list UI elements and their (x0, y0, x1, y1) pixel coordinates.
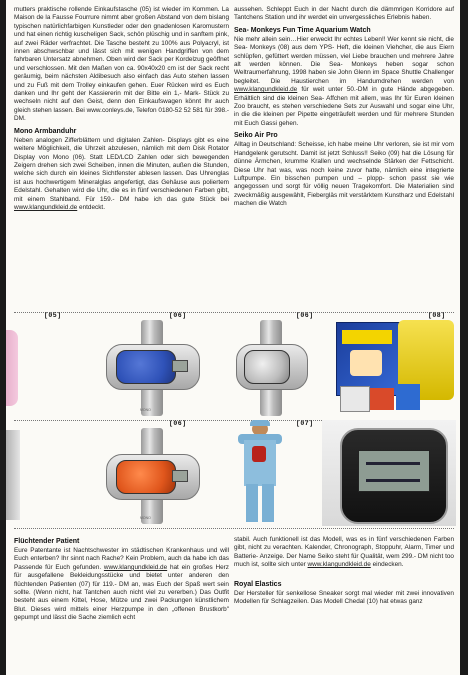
article-seiko-cont (234, 536, 454, 606)
divider-bottom (14, 528, 454, 529)
royal-heading: Royal Elastics (234, 580, 282, 588)
article-patient (14, 534, 229, 623)
trolley-paragraph: mutters praktische rollende Einkaufstasche (05) ist wieder im Kommen. La Maison de la Fausse Fourrure nimmt aber großen Abstand von dem bislang typischen natürlichfarbigen Kunstleder oder den gnadenlosen Karomustern und hat einen richtig kuscheligen Sack, schön plüschig und in sanftem pink, auf zwei Räder verfrachtet. Die Tasche besteht zu 100% aus Polyacryl, ist innen abschwschbar und lässt sich mit wenigen Handgriffen von dem fahrbaren Untersatz abnehmen. Oben wird der Sack per Kordelzug geöffnet und verschlossen. Mit den Maßen von ca. 90x40x20 cm ist der Sack recht geräumig, beim nächsten Aldibesuch also einfach das Auto stehen lassen und zu Fuß mit dem Trolley einkaufen gehen. Euer Rücken wird es Euch danken und Ihr geht der Kassiererin mit der Bitte ein 1,- Mark- Stück zu wechseln nicht auf den Geist, denn den Einkaufswagen könnt Ihr auch gleich stehen lassen. Bei www.conleys.de, Telefon 0180-52 52 581 für 398.- DM. (14, 6, 229, 123)
tag-05: [05] (44, 312, 62, 319)
seiko-heading: Seiko Air Pro (234, 132, 278, 140)
seamonkeys-body: Nie mehr allein sein…Hier erweckt Ihr echtes Leben!! Wer kennt sie nicht, die Sea- Monkeys (08) aus dem YPS- Heft, die kleinen Viehcher, die aus Eiern schlüpfen, gefüttert werden müssen, viel Liebe brauchen und mehrere Jahre alt werden können. Die Sea- Monkeys heben sogar schon Weltraumerfahrung, 1998 haben sie John Glenn im Space Shuttle Challenger begleitet. Die Haustierchen im Handumdrehen werden von www.klangundkleid.de für weit unter 50.-DM in gute Hände abgegeben. Erhältlich sind die kleinen Sea- Affchen mit allem, was Ihr für Euren kleinen Zoo braucht, es stehen verschiedene Sets zur Auswahl und sogar eine Uhr, in die die kleinen per Pipette eingeträufelt werden und für mehrere Stunden mit Euch Gassi gehen. (234, 35, 455, 127)
mono-watch-partial-image (6, 430, 20, 520)
seiko-link[interactable]: www.klangundkleid.de (307, 561, 371, 569)
seiko-body: Alltag in Deutschland: Scheisse, ich habe meine Uhr verloren, sie ist mir vom Handgelenk gerutscht. Damit ist jetzt Schluss!! Seiko (09) hat die Lösung für dünne Ärmchen, krumme Krallen und wechselnde Stärken der Fettschicht. Diese Uhr hat was, was noch keine zuvor hatte, nämlich eine integrierte Luftpumpe. Ein bisschen pumpen und – plopp- schon passt sie wie angegossen und sorgt für völlig neuen Tragekomfort. Die Materialien sind zweckmäßig ausgewählt, Fiebergläs mit verstärktem Kunstharz und Edelstahl machen die Watch (234, 141, 454, 208)
seamonkeys-lead: aussehen. Schleppt Euch in der Nacht durch die dämmrigen Korridore auf Tantchens Station und ihr werdet ein unvergessliches Erlebnis haben. (234, 6, 454, 22)
patient-body: Eure Patentante ist Nachtschwester im städtischen Krankenhaus und will Euch enterben? Ihr sinnt nach Rache? Kein Problem, auch da habe ich das Passende für Euch gefunden. www.klangundkleid.de hat ein großes Herz für ausgefallene Bekleidungsstücke und bietet unter anderen den flüchtenden Patienten (07) für 119.- DM an, was Euch der Spaß wert sein sollte. (Wenn nicht, hat Tantchen auch nicht viel zu vererben.) Das Outfit besteht aus einem Kittel, Hose, Mütze und zwei Packungen künstlichem Blut. Dieses wird mittels einer Herzpumpe in den „offenen Brustkorb" gepumpt und lässt die Sache ziemlich echt (14, 547, 229, 622)
mono-watch-blue-image: MONO (106, 320, 198, 416)
magazine-page (6, 0, 460, 675)
patient-link[interactable]: www.klangundkleid.de (103, 563, 168, 571)
seamonkeys-heading: Sea- Monkeys Fun Time Aquarium Watch (234, 26, 371, 34)
royal-body: Der Hersteller für senkellose Sneaker sorgt mal wieder mit zwei innovativen Modellen für Schlagzeilen. Das Modell Chedal (10) hat etwas ganz (234, 589, 454, 606)
mono-body: Neben analogen Zifferblättern und digitalen Zahlen- Displays gibt es eine weitere Möglichkeit, die Uhrzeit abzulesen, nämlich mit dem Disk Rotator Display von Mono (06). Statt LED/LCD Zahlen oder sich bewegenden Zeigern drehen sich zwei Scheiben, innen die Minuten, außen die Stunden, welche sich durch ein kleines Sichtfenster ablesen lassen. Das Uhrenglas ist aus hochwertigem Mineralglas angefertigt, das Gehäuse aus poliertem Edelstahl. Gehalten wird die Uhr, die es in fünf verschiedenen Farben gibt, mit einem Stahlband. Für 159.- DM habe ich das gute Stück bei www.klangundkleid.de entdeckt. (14, 136, 229, 211)
patient-heading: Flüchtender Patient (14, 538, 80, 545)
divider-top (14, 312, 454, 313)
mono-watch-orange-image: MONO (106, 428, 198, 524)
mono-watch-silver-image (236, 320, 306, 416)
seiko-watch-image (322, 420, 456, 526)
tag-06-c: [06] (169, 420, 187, 427)
patient-costume-image (232, 420, 288, 524)
article-seamonkeys (234, 6, 454, 209)
article-trolley (14, 6, 229, 212)
tag-06-b: [06] (296, 312, 314, 319)
seamonkeys-kit-image (336, 318, 456, 414)
seamonkeys-link[interactable]: www.klangundkleid.de (234, 86, 298, 94)
seiko-cont-body: stabil. Auch funktionell ist das Modell, was es in fünf verschiedenen Farben gibt, nicht zu verachten. Kalender, Chronograph, Stoppuhr, Alarm, Timer und Batterie- Anzeige. Der Name Seiko steht für Qualität, wem 299.- DM nicht too much ist, sollte sich unter www.klangundkleid.de eindecken. (234, 536, 454, 569)
mono-heading: Mono Armbanduhr (14, 127, 77, 135)
tag-08: [08] (428, 312, 446, 319)
trolley-bag-image (6, 330, 18, 406)
tag-06-a: [06] (169, 312, 187, 319)
tag-07: [07] (296, 420, 314, 427)
mono-link[interactable]: www.klangundkleid.de (14, 203, 78, 211)
